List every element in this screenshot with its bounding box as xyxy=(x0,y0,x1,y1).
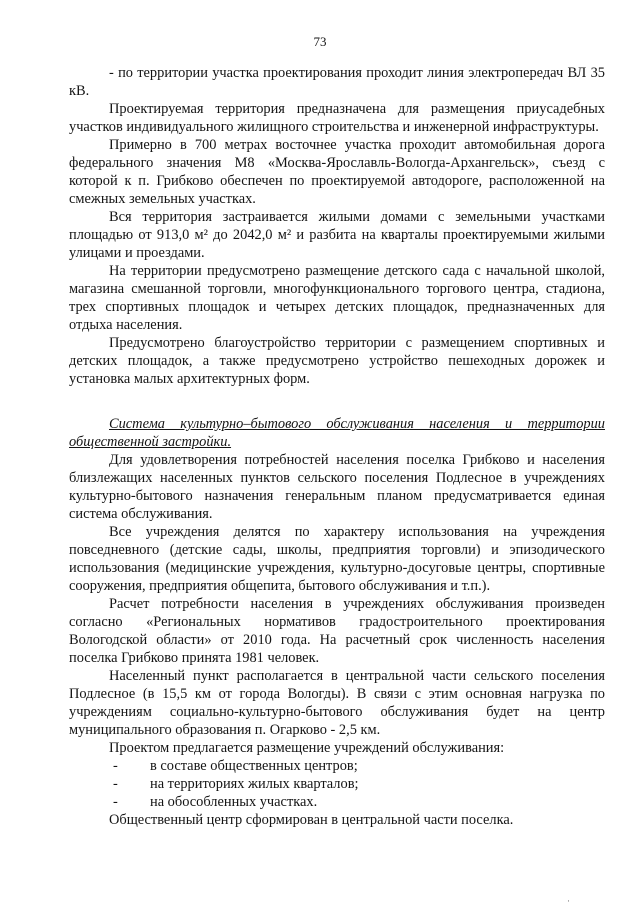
paragraph: Расчет потребности населения в учреждениях обслуживания произведен согласно «Региональных нормативов градостроительного проектирования Вологодской области» от 2010 года. На расчетный срок численность населения поселка Грибково принята 1981 человек. xyxy=(69,596,605,666)
section-title: Система культурно–бытового обслуживания населения и территории общественной застройки. xyxy=(69,416,605,450)
list-item-text: на территориях жилых кварталов; xyxy=(150,776,359,792)
paragraph: Вся территория застраивается жилыми домами с земельными участками площадью от 913,0 м² до 2042,0 м² и разбита на кварталы проектируемыми жилыми улицами и проездами. xyxy=(69,209,605,261)
paragraph: Предусмотрено благоустройство территории с размещением спортивных и детских площадок, а также предусмотрено устройство пешеходных дорожек и установка малых архитектурных форм. xyxy=(69,335,605,387)
list-dash: - xyxy=(113,794,118,810)
list-item xyxy=(69,793,605,811)
paragraph: Для удовлетворения потребностей населения поселка Грибково и населения близлежащих населенных пунктов сельского поселения Подлесное в учреждениях культурно-бытового назначения генеральным планом предусматривается единая система обслуживания. xyxy=(69,452,605,522)
paragraph: Проектируемая территория предназначена для размещения приусадебных участков индивидуального жилищного строительства и инженерной инфраструктуры. xyxy=(69,101,605,135)
paragraph: Проектом предлагается размещение учреждений обслуживания: xyxy=(109,740,505,756)
list-item xyxy=(69,757,605,775)
list-item-text: на обособленных участках. xyxy=(150,794,318,810)
document-body xyxy=(69,64,605,829)
page-number: 73 xyxy=(313,34,327,49)
closing-paragraph: Общественный центр сформирован в центральной части поселка. xyxy=(109,812,514,828)
paragraph: На территории предусмотрено размещение детского сада с начальной школой, магазина смешанной торговли, многофункционального торгового центра, стадиона, трех спортивных площадок и четырех детских площадок, предназначенных для отдыха населения. xyxy=(69,263,605,333)
service-location-list xyxy=(69,757,605,811)
paragraph: - по территории участка проектирования проходит линия электропередач ВЛ 35 кВ. xyxy=(69,65,605,99)
scan-mark: · xyxy=(567,896,570,906)
list-item-text: в составе общественных центров; xyxy=(150,758,358,774)
paragraph: Примерно в 700 метрах восточнее участка проходит автомобильная дорога федерального значения М8 «Москва-Ярославль-Вологда-Архангельск», съезд с которой к п. Грибково обеспечен по проектируемой автодороге, расположенной на смежных земельных участках. xyxy=(69,137,605,207)
paragraph: Все учреждения делятся по характеру использования на учреждения повседневного (детские сады, школы, предприятия торговли) и эпизодического использования (медицинские учреждения, культурно-досуговые центры, спортивные сооружения, предприятия общепита, бытового обслуживания и т.п.). xyxy=(69,524,605,594)
paragraph: Населенный пункт располагается в центральной части сельского поселения Подлесное (в 15,5 км от города Вологды). В связи с этим основная нагрузка по учреждениям социально-культурно-бытового обслуживания будет на центр муниципального образования п. Огарково - 2,5 км. xyxy=(69,668,605,738)
list-dash: - xyxy=(113,776,118,792)
list-item xyxy=(69,775,605,793)
list-dash: - xyxy=(113,758,118,774)
